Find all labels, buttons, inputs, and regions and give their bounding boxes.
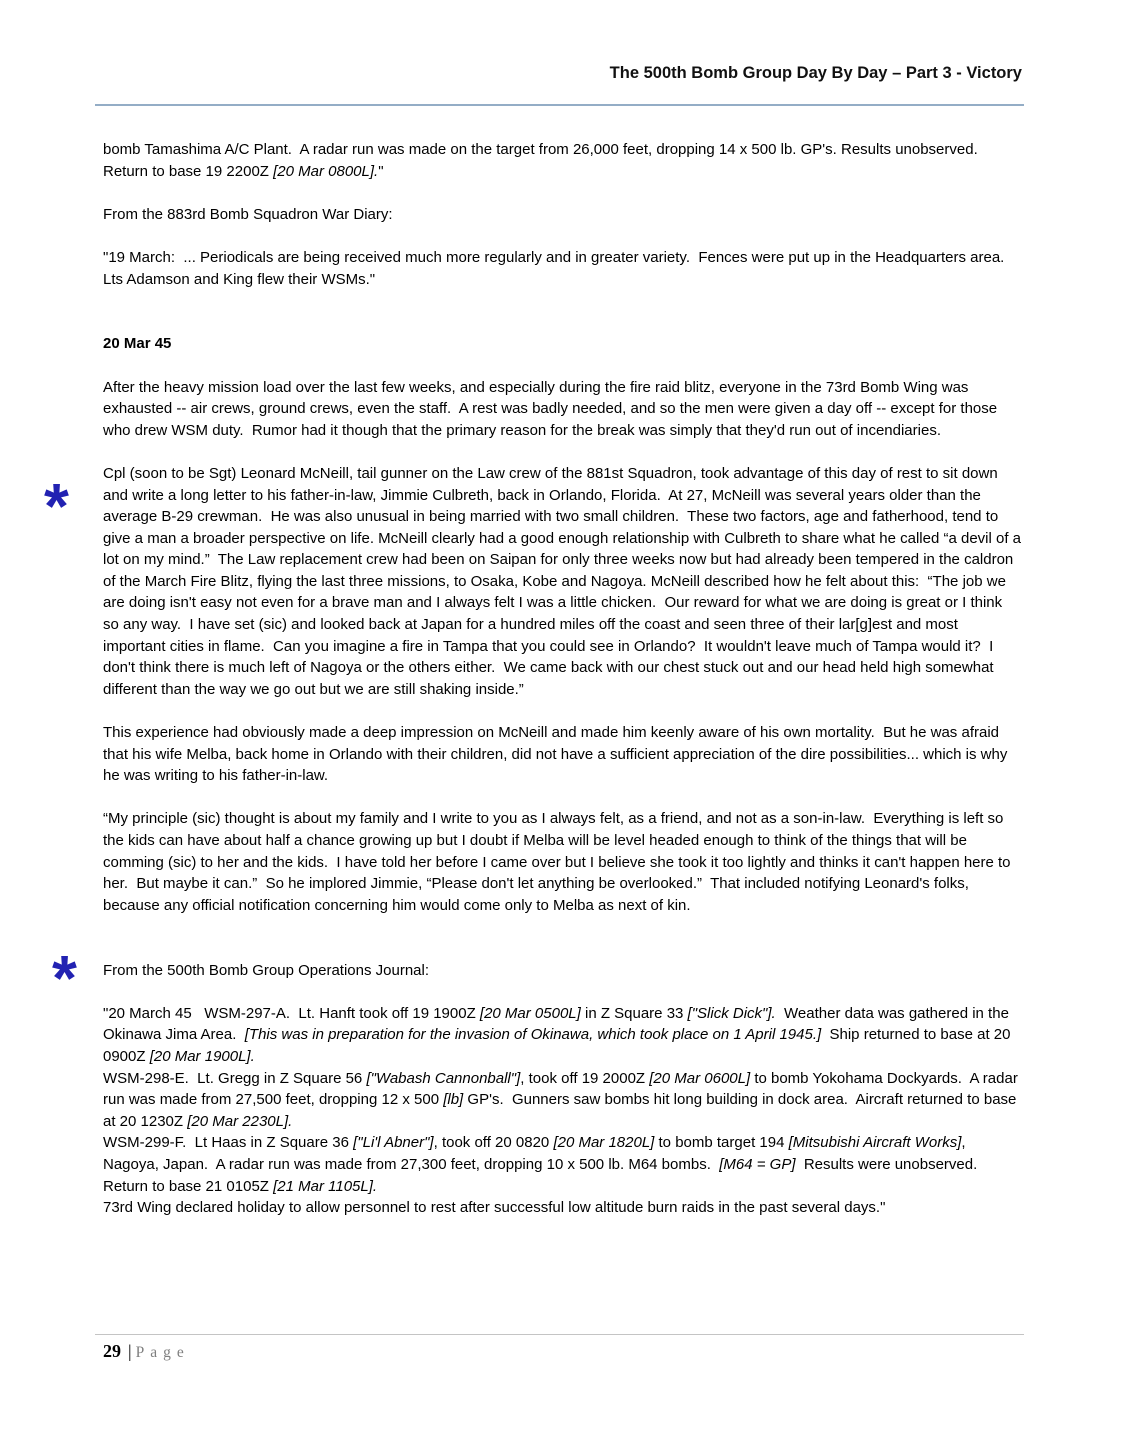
paragraph: After the heavy mission load over the last few weeks, and especially during the fire raid blitz, everyone in the 73rd Bomb Wing was exhausted -- air crews, ground crews, even the staff. A rest was badly needed, and so the men were given a day off -- except for those who drew WSM duty. Rumor had it though that the primary reason for the break was simply that they'd run out of incendiaries. [103, 378, 1002, 439]
page-label: Page [135, 1344, 190, 1361]
page-number: 29 [103, 1341, 121, 1361]
paragraph: "20 March 45 WSM-297-A. Lt. Hanft took off 19 1900Z [20 Mar 0500L] in Z Square 33 ["Slick Dick"]. Weather data was gathered in the Okinawa Jima Area. [This was in preparation for the invasion of Okinawa, which took place on 1 April 1945.] Ship returned to base at 20 0900Z [20 Mar 1900L]. WSM-298-E. Lt. Gregg in Z Square 56 ["Wabash Cannonball"], took off 19 2000Z [20 Mar 0600L] to bomb Yokohama Dockyards. A radar run was made from 27,500 feet, dropping 12 x 500 [lb] GP's. Gunners saw bombs hit long building in dock area. Aircraft returned to base at 20 1230Z [20 Mar 2230L]. WSM-299-F. Lt Haas in Z Square 36 ["Li'l Abner"], took off 20 0820 [20 Mar 1820L] to bomb target 194 [Mitsubishi Aircraft Works], Nagoya, Japan. A radar run was made from 27,300 feet, dropping 10 x 500 lb. M64 bombs. [M64 = GP] Results were unobserved. Return to base 21 0105Z [21 Mar 1105L]. 73rd Wing declared holiday to allow personnel to rest after successful low altitude burn raids in the past several days." [103, 1004, 1022, 1217]
header-rule [95, 104, 1024, 106]
footer-rule [95, 1334, 1024, 1335]
paragraph: “My principle (sic) thought is about my family and I write to you as I always felt, as a friend, and not as a son-in-law. Everything is left so the kids can have about half a chance growing up but I doubt if Melba will be level headed enough to think of the things that will be comming (sic) to her and the kids. I have told her before I came over but I believe she took it too lightly and thinks it can't happen here to her. But maybe it can.” So he implored Jimmie, “Please don't let anything be overlooked.” That included notifying Leonard's folks, because any official notification concerning him would come only to Melba as next of kin. [103, 810, 1015, 914]
document-body [103, 139, 1026, 1240]
header-title: The 500th Bomb Group Day By Day – Part 3 - Victory [609, 64, 1022, 82]
paragraph: bomb Tamashima A/C Plant. A radar run was made on the target from 26,000 feet, dropping 14 x 500 lb. GP's. Results unobserved. Return to base 19 2200Z [20 Mar 0800L]." [103, 141, 987, 180]
footer-separator: | [128, 1341, 132, 1361]
paragraph: From the 500th Bomb Group Operations Journal: [103, 961, 430, 979]
page-footer [103, 1341, 190, 1362]
paragraph: "19 March: ... Periodicals are being received much more regularly and in greater variety. Fences were put up in the Headquarters area. Lts Adamson and King flew their WSMs." [103, 248, 1013, 288]
paragraph: This experience had obviously made a deep impression on McNeill and made him keenly aware of his own mortality. But he was afraid that his wife Melba, back home in Orlando with their children, did not have a sufficient appreciation of the dire possibilities... which is why he was writing to his father-in-law. [103, 724, 1012, 785]
paragraph: From the 883rd Bomb Squadron War Diary: [103, 205, 393, 223]
date-heading: 20 Mar 45 [103, 335, 172, 353]
margin-asterisk-icon: * [44, 470, 69, 542]
margin-asterisk-icon: * [52, 942, 77, 1014]
paragraph: Cpl (soon to be Sgt) Leonard McNeill, tail gunner on the Law crew of the 881st Squadron, took advantage of this day of rest to sit down and write a long letter to his father-in-law, Jimmie Culbreth, back in Orlando, Florida. At 27, McNeill was several years older than the average B-29 crewman. He was also unusual in being married with two small children. These two factors, age and fatherhood, tend to give a man a broader perspective on life. McNeill clearly had a good enough relationship with Culbreth to share what he called “a devil of a lot on my mind.” The Law replacement crew had been on Saipan for only three weeks now but had already been tempered in the caldron of the March Fire Blitz, flying the last three missions, to Osaka, Kobe and Nagoya. McNeill described how he felt about this: “The job we are doing isn't easy not even for a brave man and I always felt I was a little chicken. Our reward for what we are doing is great or I think so any way. I have set (sic) and looked back at Japan for a hundred miles off the coast and seen three of their lar[g]est and most important cities in flame. Can you imagine a fire in Tampa that you could see in Orlando? It wouldn't leave much of Tampa would it? I don't think there is much left of Nagoya or the others either. We came back with our chest stuck out and our head held high somewhat different than the way we go out but we are still shaking inside.” [103, 464, 1026, 698]
page-header [103, 64, 1022, 83]
